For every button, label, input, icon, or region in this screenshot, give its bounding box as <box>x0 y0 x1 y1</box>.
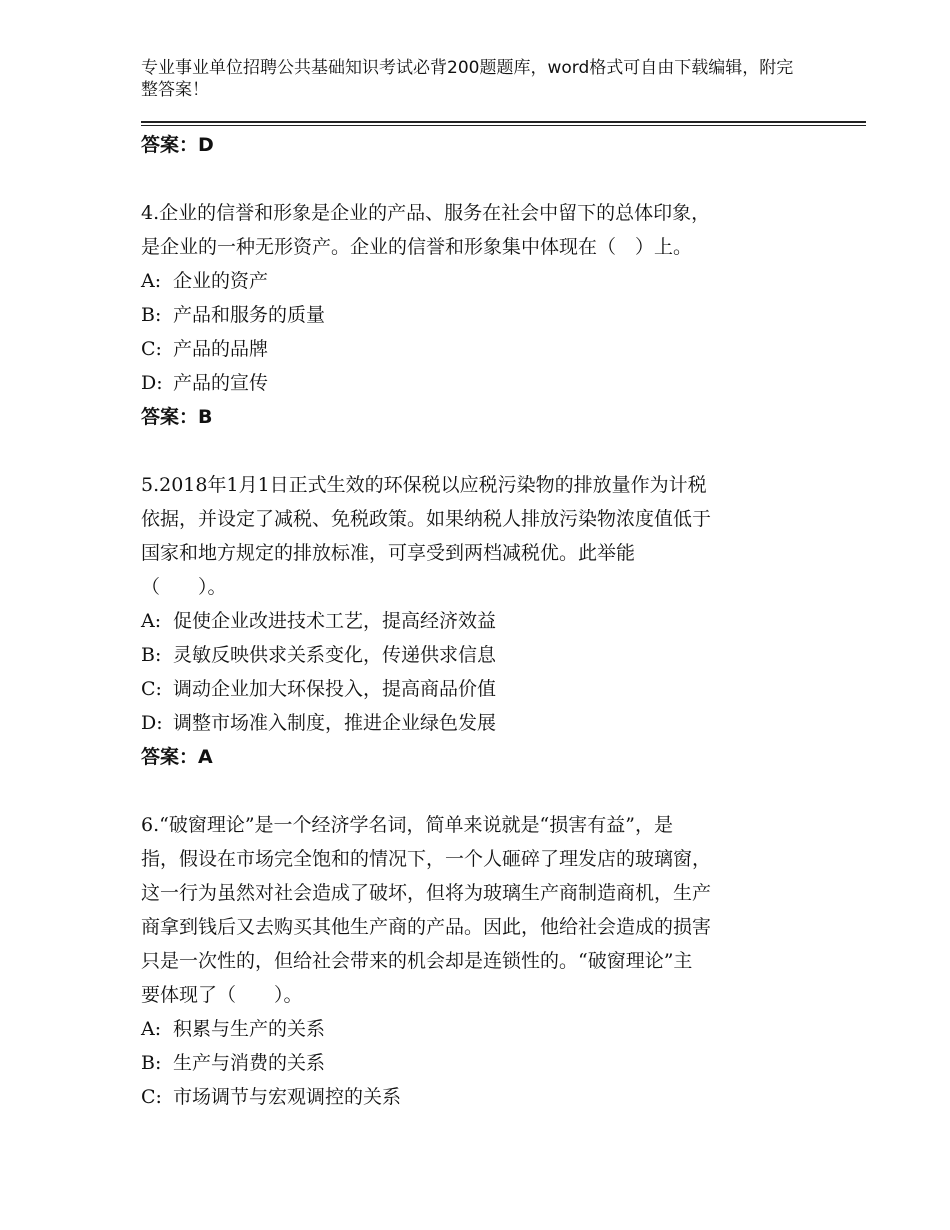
question-stem-line: 6.“破窗理论”是一个经济学名词，简单来说就是“损害有益”，是 <box>141 814 673 836</box>
question-5 <box>141 468 801 774</box>
option-key: C: <box>141 338 162 360</box>
option-key: A: <box>141 270 162 292</box>
answer-value: A <box>198 746 213 768</box>
question-stem-line: （ ）。 <box>141 576 227 598</box>
spacer <box>141 774 801 808</box>
option-text: 产品的宣传 <box>173 372 269 394</box>
question-stem-line: 5.2018年1月1日正式生效的环保税以应税污染物的排放量作为计税 <box>141 474 707 496</box>
answer-value: B <box>198 406 213 428</box>
option-c <box>141 672 801 706</box>
option-text: 产品和服务的质量 <box>173 304 326 326</box>
option-a <box>141 264 801 298</box>
option-a <box>141 604 801 638</box>
option-text: 生产与消费的关系 <box>173 1052 326 1074</box>
question-stem-line: 4.企业的信誉和形象是企业的产品、服务在社会中留下的总体印象， <box>141 202 711 224</box>
option-d <box>141 366 801 400</box>
option-b <box>141 1046 801 1080</box>
option-key: C: <box>141 678 162 700</box>
option-b <box>141 638 801 672</box>
option-a <box>141 1012 801 1046</box>
option-d <box>141 706 801 740</box>
answer-line <box>141 740 801 774</box>
option-text: 灵敏反映供求关系变化，传递供求信息 <box>173 644 497 666</box>
question-stem-line: 这一行为虽然对社会造成了破坏，但将为玻璃生产商制造商机，生产 <box>141 882 712 904</box>
option-c <box>141 332 801 366</box>
question-stem-line: 依据，并设定了减税、免税政策。如果纳税人排放污染物浓度值低于 <box>141 508 712 530</box>
option-key: A: <box>141 610 162 632</box>
option-text: 调动企业加大环保投入，提高商品价值 <box>173 678 497 700</box>
option-b <box>141 298 801 332</box>
option-text: 促使企业改进技术工艺，提高经济效益 <box>173 610 497 632</box>
question-stem-line: 商拿到钱后又去购买其他生产商的产品。因此，他给社会造成的损害 <box>141 916 712 938</box>
answer-line <box>141 400 801 434</box>
question-stem-line: 是企业的一种无形资产。企业的信誉和形象集中体现在（ ）上。 <box>141 236 693 258</box>
answer-line <box>141 128 801 162</box>
answer-label: 答案： <box>141 746 199 768</box>
question-6 <box>141 808 801 1114</box>
option-key: C: <box>141 1086 162 1108</box>
option-text: 产品的品牌 <box>173 338 269 360</box>
option-text: 积累与生产的关系 <box>173 1018 326 1040</box>
header-text: 专业事业单位招聘公共基础知识考试必背200题题库，word格式可自由下载编辑，附完整答案！ <box>141 58 794 100</box>
answer-label: 答案： <box>141 406 199 428</box>
answer-label: 答案： <box>141 134 199 156</box>
option-key: D: <box>141 712 163 734</box>
option-text: 市场调节与宏观调控的关系 <box>173 1086 402 1108</box>
option-key: B: <box>141 304 162 326</box>
spacer <box>141 434 801 468</box>
question-4 <box>141 196 801 434</box>
question-list <box>141 128 801 1114</box>
option-key: B: <box>141 644 162 666</box>
option-key: D: <box>141 372 163 394</box>
question-stem-line: 要体现了（ ）。 <box>141 984 303 1006</box>
option-text: 调整市场准入制度，推进企业绿色发展 <box>173 712 497 734</box>
spacer <box>141 162 801 196</box>
option-key: B: <box>141 1052 162 1074</box>
question-stem-line: 国家和地方规定的排放标准，可享受到两档减税优。此举能 <box>141 542 636 564</box>
question-stem-line: 只是一次性的，但给社会带来的机会却是连锁性的。“破窗理论”主 <box>141 950 693 972</box>
question-stem-line: 指，假设在市场完全饱和的情况下，一个人砸碎了理发店的玻璃窗， <box>141 848 712 870</box>
header-rule-thick <box>141 121 866 123</box>
option-text: 企业的资产 <box>173 270 269 292</box>
option-key: A: <box>141 1018 162 1040</box>
option-c <box>141 1080 801 1114</box>
answer-value: D <box>198 134 214 156</box>
header-rule-thin <box>141 125 866 126</box>
document-header <box>141 57 801 101</box>
